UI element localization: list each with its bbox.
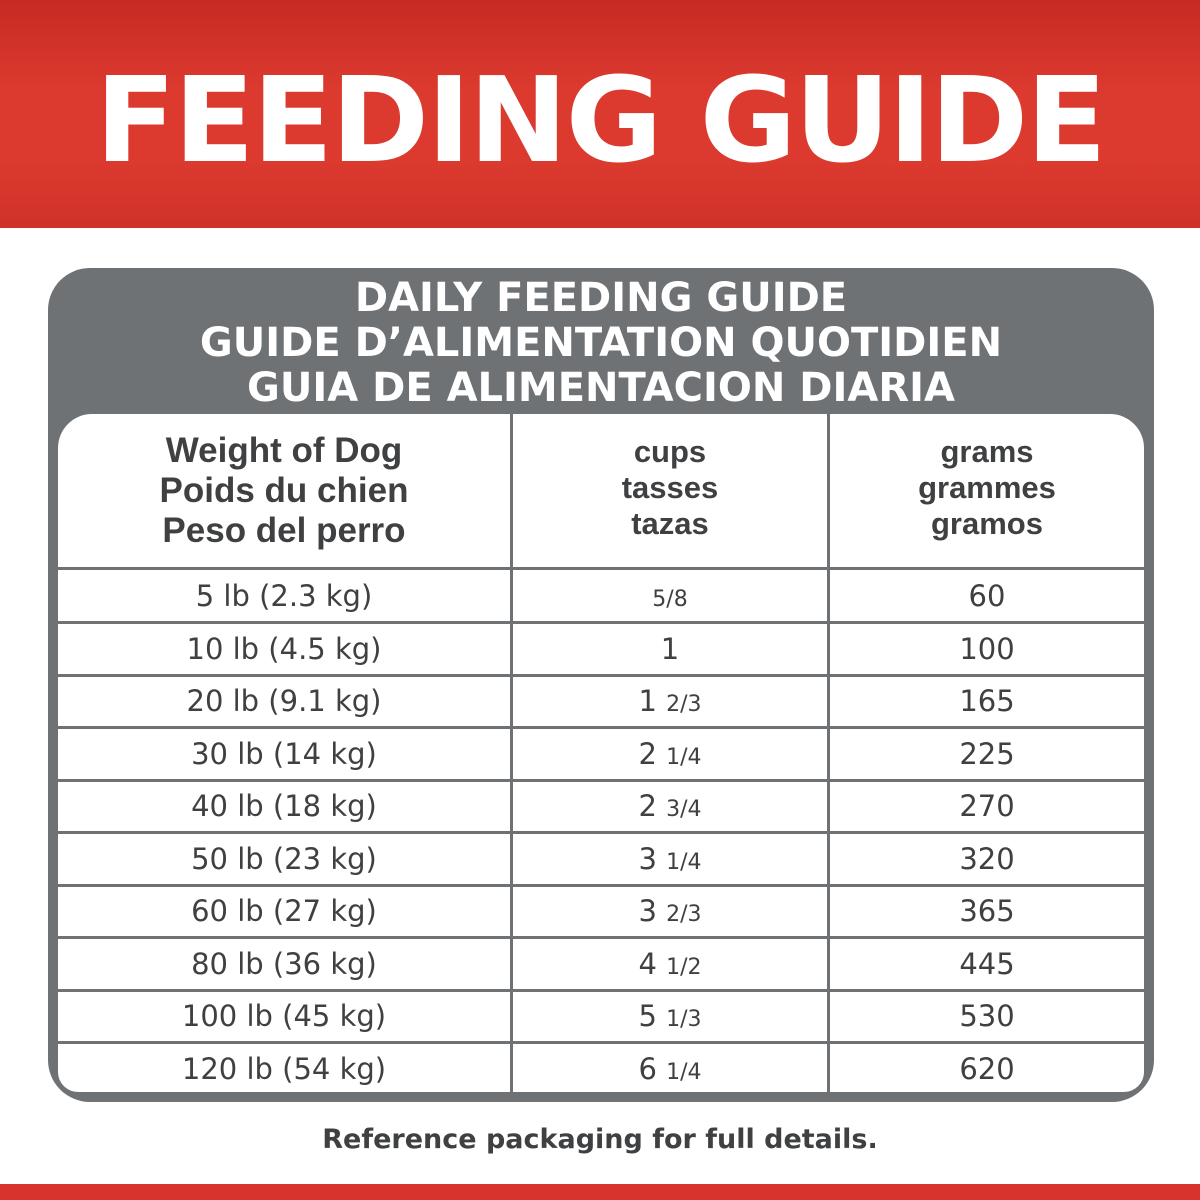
cell-grams: 225 [959, 736, 1015, 771]
cell-grams: 100 [959, 631, 1015, 666]
column-header-grams: grams grammes gramos [918, 434, 1056, 541]
page-title: FEEDING GUIDE [95, 51, 1105, 189]
cell-weight: 30 lb (14 kg) [191, 736, 377, 771]
cell-grams: 445 [959, 946, 1015, 981]
cell-grams: 620 [959, 1051, 1015, 1086]
cups-fraction: 3/4 [666, 797, 702, 822]
cups-whole: 1 [660, 631, 680, 666]
cell-cups [513, 675, 827, 727]
cell-cups [513, 938, 827, 990]
cups-fraction: 1/4 [666, 744, 702, 770]
cell-cups [513, 570, 827, 622]
cell-weight: 80 lb (36 kg) [191, 946, 377, 981]
cell-weight: 60 lb (27 kg) [191, 894, 377, 928]
cell-grams: 165 [959, 684, 1015, 718]
panel-title-french: GUIDE D’ALIMENTATION QUOTIDIEN [199, 320, 1003, 366]
cell-cups [513, 885, 827, 937]
cell-grams: 270 [959, 789, 1015, 823]
feeding-guide-panel [48, 268, 1154, 1102]
cell-cups [513, 990, 827, 1042]
cell-weight: 5 lb (2.3 kg) [195, 579, 373, 613]
cell-grams: 60 [968, 579, 1006, 613]
footer-banner [0, 1184, 1200, 1200]
cups-fraction: 1/4 [666, 849, 702, 875]
cell-weight: 50 lb (23 kg) [191, 841, 377, 876]
cell-cups [513, 728, 827, 780]
cell-weight: 10 lb (4.5 kg) [186, 631, 382, 666]
cups-whole: 2 [638, 736, 657, 771]
cups-whole: 5 [638, 999, 657, 1033]
cups-fraction: 2/3 [666, 902, 702, 927]
cups-fraction: 1/3 [666, 1007, 702, 1032]
feeding-table [58, 414, 1144, 1092]
cell-cups [513, 1043, 827, 1093]
cell-weight: 20 lb (9.1 kg) [186, 684, 382, 718]
cups-whole: 4 [638, 946, 657, 981]
cups-whole: 2 [638, 789, 657, 823]
cups-fraction: 2/3 [666, 692, 702, 717]
panel-title-english: DAILY FEEDING GUIDE [354, 275, 848, 321]
footer-note: Reference packaging for full details. [322, 1124, 878, 1155]
cups-whole: 3 [638, 894, 657, 928]
cell-grams: 365 [959, 894, 1015, 928]
cups-whole: 3 [638, 841, 657, 876]
cups-whole: 6 [638, 1051, 657, 1086]
cups-fraction: 5/8 [652, 587, 688, 612]
cell-cups [513, 833, 827, 885]
cell-grams: 320 [959, 841, 1015, 876]
cell-cups [513, 623, 827, 675]
panel-title-spanish: GUIA DE ALIMENTACION DIARIA [247, 365, 955, 411]
cell-cups [513, 780, 827, 832]
panel-title [48, 276, 1154, 411]
cups-fraction: 1/4 [666, 1059, 702, 1085]
cell-grams: 530 [959, 999, 1015, 1033]
cell-weight: 40 lb (18 kg) [191, 789, 377, 823]
cell-weight: 120 lb (54 kg) [181, 1051, 387, 1086]
column-header-weight: Weight of Dog Poids du chien Peso del perro [159, 431, 409, 550]
cell-weight: 100 lb (45 kg) [181, 999, 387, 1033]
column-header-cups: cups tasses tazas [621, 434, 719, 541]
cups-whole: 1 [638, 684, 657, 718]
cups-fraction: 1/2 [666, 954, 702, 980]
